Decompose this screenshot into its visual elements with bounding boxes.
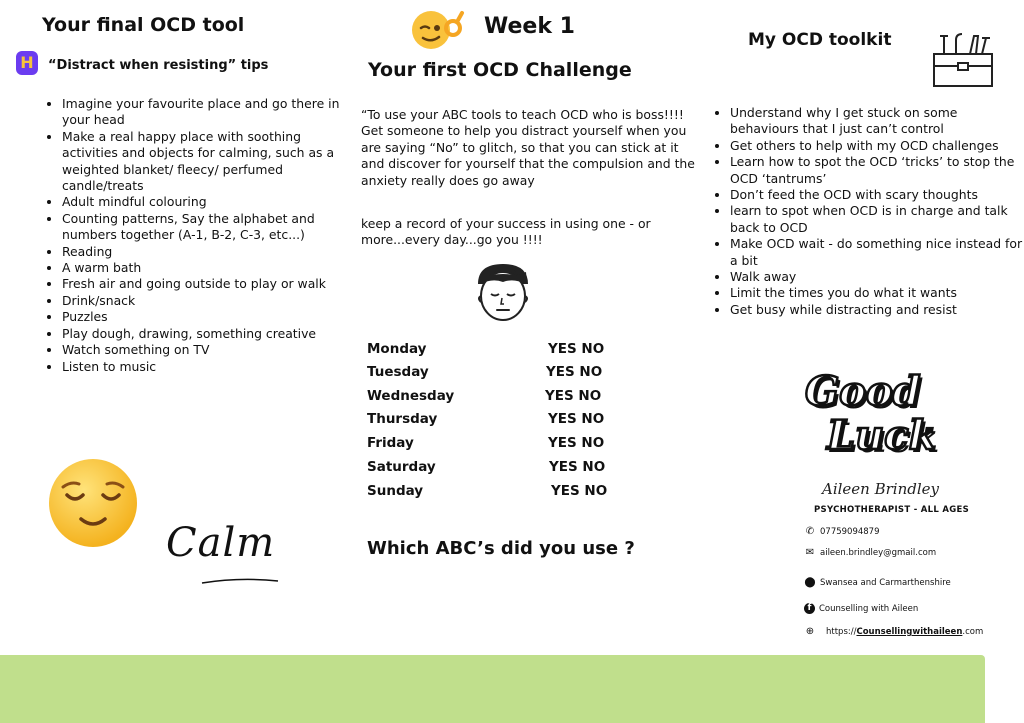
role-text: PSYCHOTHERAPIST - ALL AGES xyxy=(814,505,970,515)
list-item: • Fresh air and going outside to play or walk xyxy=(62,276,352,292)
list-item: • Don’t feed the OCD with scary thoughts xyxy=(730,187,1024,203)
challenge-quote: “To use your ABC tools to teach OCD who is boss!!!! Get someone to help you distract yourself when you are saying “No” to glitch, so that you can stick at it and discover for yourself that the compulsion and the anxiety really does go away xyxy=(361,107,695,188)
day-row-tuesday xyxy=(367,364,627,386)
distract-tips-list xyxy=(44,96,352,375)
calm-word: Calm xyxy=(166,520,276,566)
website-suffix: .com xyxy=(962,627,984,637)
toolbox-icon xyxy=(930,30,996,90)
toolkit-title: My OCD toolkit xyxy=(748,30,892,50)
day-row-sunday xyxy=(367,483,627,505)
list-item: • Limit the times you do what it wants xyxy=(730,285,1024,301)
day-label: Friday xyxy=(367,435,414,451)
list-item: • Reading xyxy=(62,244,352,260)
list-item: • Puzzles xyxy=(62,309,352,325)
email-icon: ✉ xyxy=(805,547,815,558)
yes-no-options[interactable]: YES NO xyxy=(551,483,608,499)
day-label: Tuesday xyxy=(367,364,429,380)
good-luck-graphic xyxy=(805,368,935,468)
website-prefix: https:// xyxy=(826,627,857,637)
left-title: Your final OCD tool xyxy=(42,14,245,36)
day-row-monday xyxy=(367,341,627,363)
list-item: • Make a real happy place with soothing activities and objects for calming, such as a weighted blanket/ fleecy/ perfumed candle/treats xyxy=(62,129,352,195)
location-row xyxy=(804,576,951,590)
signature: Aileen Brindley xyxy=(822,480,940,498)
website-link[interactable]: Counsellingwithaileen xyxy=(856,627,963,637)
toolkit-list xyxy=(712,105,1024,318)
list-item: • Imagine your favourite place and go there in your head xyxy=(62,96,352,129)
list-item: • Learn how to spot the OCD ‘tricks’ to stop the OCD ‘tantrums’ xyxy=(730,154,1024,187)
list-item: • Listen to music xyxy=(62,359,352,375)
abc-question: Which ABC’s did you use ? xyxy=(367,538,635,559)
phone-number[interactable]: 07759094879 xyxy=(820,527,880,537)
day-row-thursday xyxy=(367,411,627,433)
facebook-text[interactable]: Counselling with Aileen xyxy=(819,604,919,614)
list-item: • Counting patterns, Say the alphabet and numbers together (A-1, B-2, C-3, etc...) xyxy=(62,211,352,244)
good-text: Good xyxy=(805,368,921,415)
calm-face-icon xyxy=(472,258,534,324)
yes-no-options[interactable]: YES NO xyxy=(548,435,605,451)
list-item: • Adult mindful colouring xyxy=(62,194,352,210)
list-item: • Get busy while distracting and resist xyxy=(730,302,1024,318)
day-label: Saturday xyxy=(367,459,436,475)
list-item: • Get others to help with my OCD challenges xyxy=(730,138,1024,154)
facebook-row xyxy=(804,602,918,616)
record-text: keep a record of your success in using one - or more...every day...go you !!!! xyxy=(361,216,651,248)
list-item: • Watch something on TV xyxy=(62,342,352,358)
week-title: Week 1 xyxy=(484,14,575,39)
day-label: Wednesday xyxy=(367,388,455,404)
luck-text: Luck xyxy=(827,412,937,459)
day-label: Monday xyxy=(367,341,427,357)
globe-icon: ⊕ xyxy=(805,626,815,637)
yes-no-options[interactable]: YES NO xyxy=(546,364,603,380)
list-item: • A warm bath xyxy=(62,260,352,276)
day-row-friday xyxy=(367,435,627,457)
yes-no-options[interactable]: YES NO xyxy=(549,459,606,475)
calm-underline-icon xyxy=(200,575,280,587)
list-item: • learn to spot when OCD is in charge and talk back to OCD xyxy=(730,203,1024,236)
phone-icon: ✆ xyxy=(805,526,815,537)
yes-no-options[interactable]: YES NO xyxy=(545,388,602,404)
challenge-title: Your first OCD Challenge xyxy=(368,59,632,81)
list-item: • Drink/snack xyxy=(62,293,352,309)
list-item: • Understand why I get stuck on some behaviours that I just can’t control xyxy=(730,105,1024,138)
location-pin-icon: ⬤ xyxy=(804,577,816,588)
ok-hand-emoji-icon xyxy=(409,8,465,50)
day-row-wednesday xyxy=(367,388,627,410)
email-address[interactable]: aileen.brindley@gmail.com xyxy=(820,548,937,558)
facebook-icon: f xyxy=(804,603,815,614)
yes-no-options[interactable]: YES NO xyxy=(548,411,605,427)
day-row-saturday xyxy=(367,459,627,481)
email-row xyxy=(804,546,936,560)
day-label: Sunday xyxy=(367,483,424,499)
day-label: Thursday xyxy=(367,411,438,427)
location-text: Swansea and Carmarthenshire xyxy=(820,578,951,588)
website-row xyxy=(804,625,983,639)
green-ground-band xyxy=(0,655,985,723)
list-item: • Make OCD wait - do something nice instead for a bit xyxy=(730,236,1024,269)
yes-no-options[interactable]: YES NO xyxy=(548,341,605,357)
phone-row xyxy=(804,525,880,539)
tips-heading: “Distract when resisting” tips xyxy=(48,58,269,73)
list-item: • Play dough, drawing, something creative xyxy=(62,326,352,342)
relieved-face-icon xyxy=(47,457,139,549)
list-item: • Walk away xyxy=(730,269,1024,285)
h-badge-icon: H xyxy=(16,51,38,75)
